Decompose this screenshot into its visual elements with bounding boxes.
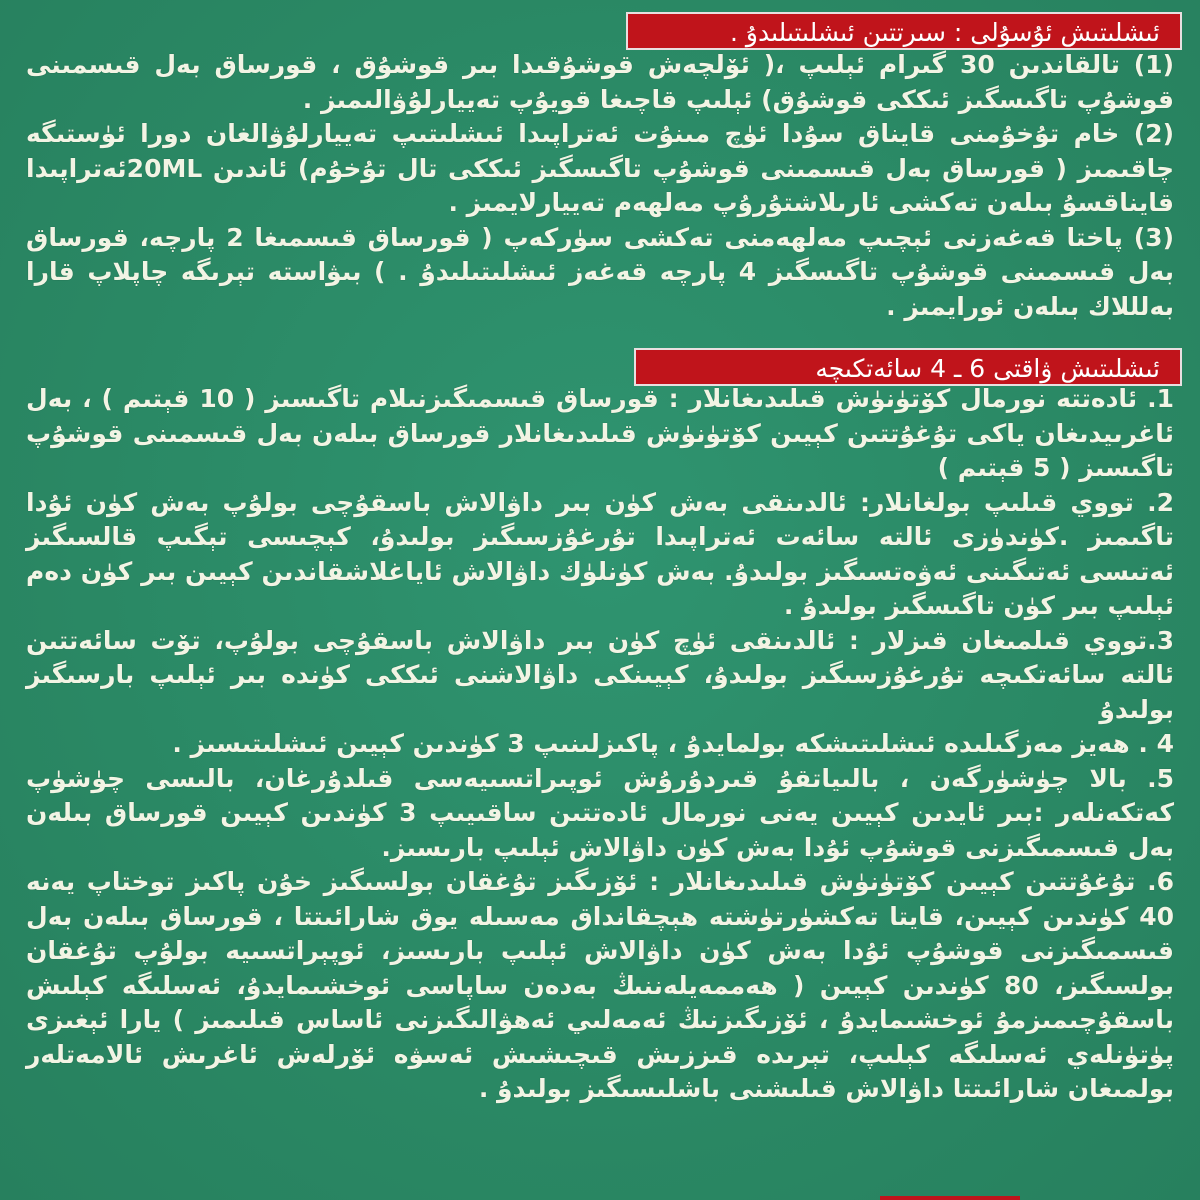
usage-time-heading: ئىشلىتىش ۋاقتى 6 ـ 4 سائەتكىچە (634, 348, 1182, 386)
time-item: 3.تووي قىلمىغان قىزلار : ئالدىنقى ئۈچ كۈن بىر داۋالاش باسقۇچى بولۇپ، تۆت سائەتتىن ئالتە سائەتكىچە تۇرغۇزسىگىز بولىدۇ، كېيىنكى داۋالاشنى ئىككى كۈندە بىر ئېلىپ بارسىگىز بولىدۇ (26, 625, 1174, 724)
method-step: (3) پاختا قەغەزنى ئېچىپ مەلھەمنى تەكشى سۈركەپ ( قورساق قىسمىغا 2 پارچە، قورساق بەل قىسمىنى قوشۇپ تاگىسگىز 4 پارچە قەغەز ئىشلىتىلىدۇ . ) بىۋاستە تېرىگە چاپلاپ قارا بەلللاك بىلەن ئورايمىز . (26, 222, 1174, 321)
time-item: 2. تووي قىلىپ بولغانلار: ئالدىنقى بەش كۈن بىر داۋالاش باسقۇچى بولۇپ بەش كۈن ئۇدا تاگىمىز .كۈندۈزى ئالتە سائەت ئەتراپىدا تۇرغۇزسىگىز بولىدۇ، كېچىسى تېگىپ قالسىگىز ئەتىسى ئەتىگىنى ئەۋەتسىگىز بولىدۇ. بەش كۈنلۈك داۋالاش ئاياغلاشقاندىن كېيىن بىر كۈن دەم ئېلىپ بىر كۈن تاگىسگىز بولىدۇ . (26, 487, 1174, 620)
usage-method-steps (26, 48, 1174, 324)
time-item: 1. ئادەتتە نورمال كۆتۈنۈش قىلىدىغانلار : قورساق قىسمىگىزنىلام تاگىسىز ( 10 قېتىم ) ، بەل ئاغرىيدىغان ياكى تۇغۇتتىن كېيىن كۆتۈنۈش قىلىدىغانلار قورساق بىلەن بەل قىسمىنى قوشۇپ تاگىسىز ( 5 قېتىم ) (26, 384, 1174, 482)
time-item: 4 . ھەيز مەزگىلىدە ئىشلىتىشكە بولمايدۇ ، پاكىزلىنىپ 3 كۈندىن كېيىن ئىشلىتىسىز . (172, 729, 1174, 758)
usage-time-items (26, 382, 1174, 1107)
time-item: 5. بالا چۈشۈرگەن ، بالىياتقۇ قىردۇرۇش ئوپىراتسىيەسى قىلدۇرغان، بالىسى چۈشۈپ كەتكەنلەر :بىر ئايدىن كېيىن يەنى نورمال ئادەتتىن ساقىيىپ 3 كۈندىن كېيىن قورساق بىلەن بەل قىسمىگىزنى قوشۇپ ئۇدا بەش كۈن داۋالاش ئېلىپ بارىسىز. (26, 763, 1174, 862)
method-step: (2) خام تۇخۇمنى قايناق سۇدا ئۈچ مىنۇت ئەتراپىدا ئىشلىتىپ تەييارلۇۋالغان دورا ئۈستىگە چاقىمىز ( قورساق بەل قىسمىنى قوشۇپ تاگىسگىز ئىككى تال تۇخۇم) ئاندىن 20MLئەتراپىدا قايناقسۇ بىلەن تەكشى ئارىلاشتۇرۇپ مەلھەم تەييارلايمىز . (26, 119, 1174, 217)
next-heading-edge (880, 1196, 1020, 1200)
time-item: 6. تۇغۇتتىن كېيىن كۆتۈنۈش قىلىدىغانلار : ئۆزىگىز تۇغقان بولسىگىز خۇن پاكىز توختاپ يەنە 40 كۈندىن كېيىن، قايتا تەكشۈرتۈشتە ھېچقانداق مەسىلە يوق شارائىتتا ، قورساق بىلەن بەل قىسمىگىزنى قوشۇپ ئۇدا بەش كۈن داۋالاش ئېلىپ بارىسىز، ئوپېراتسىيە بولۇپ تۇغقان بولسىگىز، 80 كۈندىن كېيىن ( ھەممەيلەننىڭ بەدەن ساپاسى ئوخشىمايدۇ، ئەسلىگە كېلىش باسقۇچىمىزمۇ ئوخشىمايدۇ ، ئۆزىگىزنىڭ ئەمەلىي ئەھۋالىگىزنى ئاساس قىلىمىز ) يارا ئېغىزى پۈتۈنلەي ئەسلىگە كېلىپ، تېرىدە قىززىش قىچىشىش ئەسۋە ئۆرلەش ئاغرىش ئالامەتلەر بولمىغان شارائىتتا داۋالاش قىلىشنى باشلىسىگىز بولىدۇ . (26, 867, 1175, 1103)
usage-method-heading: ئىشلىتىش ئۇسۇلى : سىرتتىن ئىشلىتىلىدۇ . (626, 12, 1182, 50)
method-step: (1) تالقاندىن 30 گىرام ئېلىپ ،( ئۆلچەش قوشۇقىدا بىر قوشۇق ، قورساق بەل قىسمىنى قوشۇپ تاگىسگىز ئىككى قوشۇق) ئېلىپ قاچىغا قويۇپ تەييارلۇۋالىمىز . (26, 50, 1174, 114)
